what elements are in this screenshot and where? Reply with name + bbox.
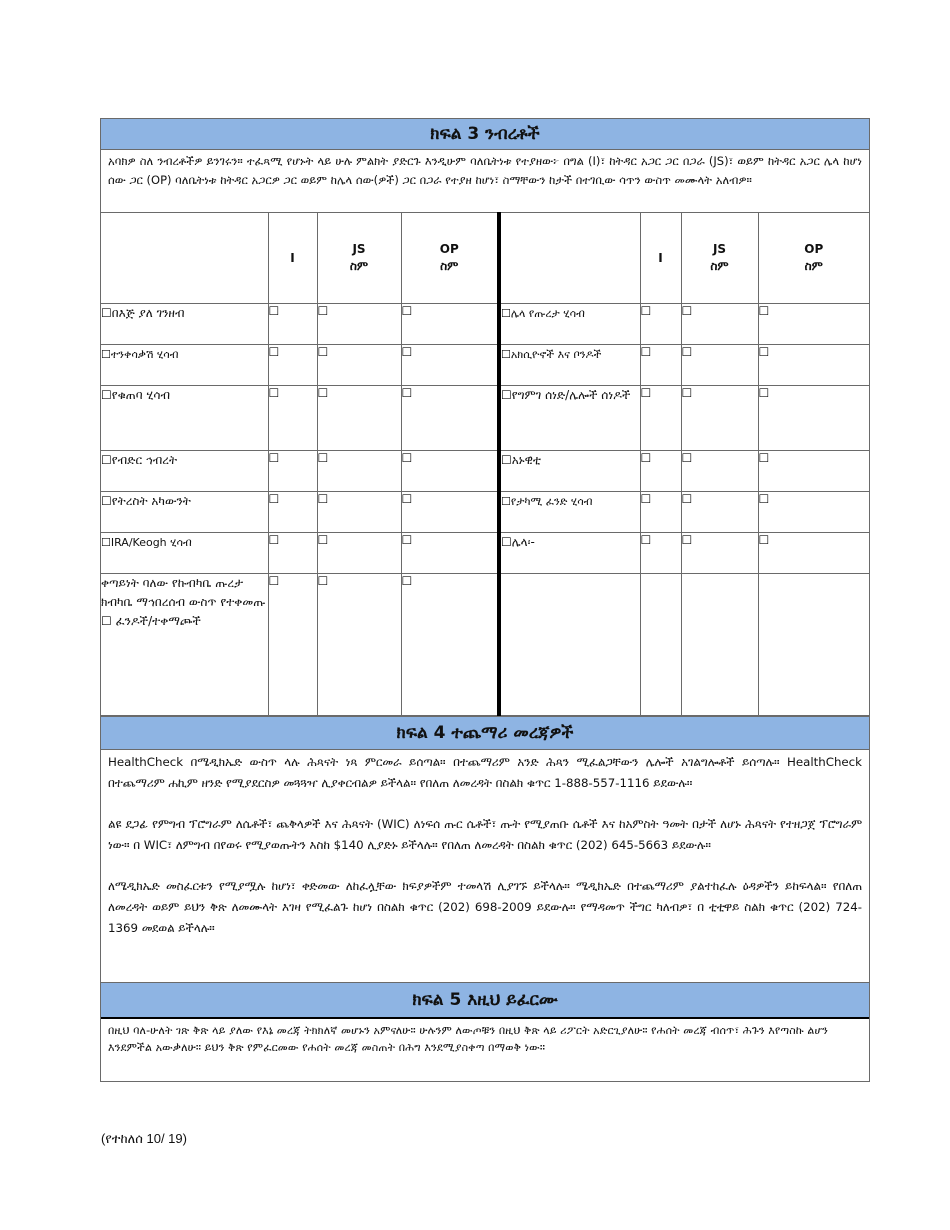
checkbox-i-left[interactable]: ☐ <box>268 304 317 345</box>
asset-label-left: ☐ተንቀሳቃሽ ሂሳብ <box>101 345 268 386</box>
checkbox-op-right[interactable]: ☐ <box>758 386 869 451</box>
checkbox-i-right[interactable]: ☐ <box>640 451 681 492</box>
section-4-header: ክፍል 4 ተጨማሪ መረጃዎች <box>101 716 869 750</box>
checkbox-i-left[interactable]: ☐ <box>268 451 317 492</box>
header-i: I <box>268 213 317 304</box>
asset-label-right: ☐የግምገ ሰነድ/ሌሎች ሰነዶች <box>499 386 640 451</box>
checkbox-op-right[interactable]: ☐ <box>758 304 869 345</box>
checkbox-i-left[interactable]: ☐ <box>268 492 317 533</box>
checkbox-i-left[interactable]: ☐ <box>268 533 317 574</box>
checkbox-js-left[interactable]: ☐ <box>317 451 401 492</box>
header-op-name-right: ስም <box>804 259 823 273</box>
asset-label-right: ☐አክሲዮኖች እና ቦንዶች <box>499 345 640 386</box>
empty-cell <box>758 574 869 716</box>
checkbox-js-right[interactable]: ☐ <box>681 386 758 451</box>
assets-table <box>101 212 869 716</box>
form-frame <box>100 118 870 1082</box>
checkbox-js-right[interactable]: ☐ <box>681 492 758 533</box>
checkbox-op-left[interactable]: ☐ <box>401 451 499 492</box>
checkbox-i-right[interactable]: ☐ <box>640 386 681 451</box>
asset-label-right: ☐ሌላ፡- <box>499 533 640 574</box>
checkbox-js-right[interactable]: ☐ <box>681 533 758 574</box>
checkbox-op-right[interactable]: ☐ <box>758 345 869 386</box>
header-blank <box>101 213 268 304</box>
section-5-header: ክፍል 5 እዚህ ይፈርሙ <box>101 982 869 1017</box>
header-op-code-right: OP <box>804 242 824 256</box>
checkbox-i-ccrc[interactable]: ☐ <box>268 574 317 716</box>
checkbox-i-right[interactable]: ☐ <box>640 345 681 386</box>
header-js-right <box>681 213 758 304</box>
checkbox-op-right[interactable]: ☐ <box>758 492 869 533</box>
section-3-header: ክፍል 3 ንብረቶች <box>101 119 869 150</box>
checkbox-i-left[interactable]: ☐ <box>268 386 317 451</box>
checkbox-op-left[interactable]: ☐ <box>401 345 499 386</box>
section-3-intro: አባክዎ ስለ ንብረቶችዎ ይንገሩን። ተፈጻሚ የሆኑት ላይ ሁሉ ምልክት ያድርጉ እንዲሁም ባለቤትነቱ የተያዘው፦ በግል (I)፣ ከትዳር አጋር ጋር በጋራ (JS)፣ ወይም ከትዳር አጋር ሌላ ከሆነ ሰው ጋር (OP) ባለቤትነቱ ከትዳር አጋርዎ ጋር ወይም ከሌላ ሰው(ዎች) ጋር በጋራ የተያዘ ከሆነ፣ ስማቸውን ከታች በተገቢው ሳጥን ውስጥ መሙላት አለብዎ። <box>108 154 862 187</box>
checkbox-op-left[interactable]: ☐ <box>401 386 499 451</box>
assets-header-row <box>101 213 869 304</box>
asset-label-right: ☐አኑዊቲ <box>499 451 640 492</box>
asset-label-ccrc: ቀጣይነት ባለው የኩብካቤ ጡረታ ክብካቤ ማኅበረሰብ ውስጥ የተቀመጡ ☐ ፈንዶች/ተቀማጮች <box>101 574 268 716</box>
checkbox-op-right[interactable]: ☐ <box>758 533 869 574</box>
asset-label-left: ☐በእጅ ያለ ገንዘብ <box>101 304 268 345</box>
revision-date: (የተከለሰ 10/ 19) <box>101 1131 187 1146</box>
signature-statement: በዚህ ባለ-ሁለት ገጽ ቅጽ ላይ ያለው የእኔ መረጃ ትክክለኛ መሆኑን አምናለሁ። ሁሉንም ለውጦቹን በዚህ ቅጽ ላይ ሪፖርት አድርጊያለሁ። የሐሰት መረጃ ብሰጥ፣ ሕጉን እየጣስኩ ልሆን እንደምችል አውቃለሁ። ይህን ቅጽ የምፈርመው የሐሰት መረጃ መስጠት በሕግ እንደሚያስቀጣ በማወቅ ነው። <box>101 1017 869 1081</box>
checkbox-op-left[interactable]: ☐ <box>401 533 499 574</box>
checkbox-js-left[interactable]: ☐ <box>317 304 401 345</box>
checkbox-i-right[interactable]: ☐ <box>640 304 681 345</box>
empty-cell <box>640 574 681 716</box>
checkbox-i-left[interactable]: ☐ <box>268 345 317 386</box>
checkbox-js-right[interactable]: ☐ <box>681 451 758 492</box>
checkbox-i-right[interactable]: ☐ <box>640 533 681 574</box>
checkbox-js-right[interactable]: ☐ <box>681 304 758 345</box>
checkbox-js-left[interactable]: ☐ <box>317 345 401 386</box>
asset-row <box>101 492 869 533</box>
healthcheck-paragraph: HealthCheck በሜዲክኤድ ውስጥ ላሉ ሕጻናት ነጻ ምርመራ ይሰጣል። በተጨማሪም አንድ ሕጻን ሚፈልጋቸውን ሌሎች አገልግሎቶች ይሰጣሉ። HealthCheck በተጨማሪም ሐኪም ዘንድ የሚያደርስዎ መጓጓዣ ሊያቀርብልዎ ይችላል። የበለጠ ለመረዳት በስልክ ቁጥር 1-888-557-1116 ይደውሉ። <box>108 755 862 790</box>
header-js-code: JS <box>352 242 366 256</box>
asset-label-right: ☐የታካሚ ፈንድ ሂሳብ <box>499 492 640 533</box>
header-js-name-right: ስም <box>710 259 729 273</box>
asset-row <box>101 345 869 386</box>
checkbox-js-left[interactable]: ☐ <box>317 492 401 533</box>
header-op-name: ስም <box>440 259 459 273</box>
checkbox-js-left[interactable]: ☐ <box>317 533 401 574</box>
empty-cell <box>681 574 758 716</box>
asset-row <box>101 533 869 574</box>
header-i-right: I <box>640 213 681 304</box>
header-js <box>317 213 401 304</box>
asset-label-left: ☐የብድር ኅብረት <box>101 451 268 492</box>
medicaid-paragraph: ለሜዲክኤድ መስፈርቱን የሚያሟሉ ከሆነ፣ ቀድመው ለከፈሏቸው ክፍያዎችም ተመላሽ ሊያገኙ ይችላሉ። ሜዲክኤድ በተጨማሪም ያልተከፈሉ ዕዳዎችን ይከፍላል። የበለጠ ለመረዳት ወይም ይህን ቅጽ ለመሙላት እገዛ የሚፈልጉ ከሆነ በስልክ ቁጥር (202) 698-2009 ይደውሉ። የማዳመጥ ችግር ካለብዎ፣ በ ቲቲዋይ ስልክ ቁጥር (202) 724-1369 መደወል ይችላሉ። <box>108 879 862 935</box>
asset-row <box>101 304 869 345</box>
wic-paragraph: ልዩ ደጋፊ የምግብ ፕሮግራም ለሴቶች፣ ጨቅላዎች እና ሕጻናት (WIC) ለነፍሰ ጡር ሴቶች፣ ጡት የሚያጠቡ ሴቶች እና ከአምስት ዓመት በታች ለሆኑ ሕጻናት የተዘጋጀ ፕሮግራም ነው። በ WIC፣ ለምግብ በየወሩ የሚያወጡትን እስከ $140 ሊያድኑ ይችላሉ። የበለጠ ለመረዳት በስልክ ቁጥር (202) 645-5663 ይደውሉ። <box>108 817 862 852</box>
header-js-name: ስም <box>349 259 369 273</box>
checkbox-op-left[interactable]: ☐ <box>401 304 499 345</box>
asset-label-left: ☐IRA/Keogh ሂሳብ <box>101 533 268 574</box>
checkbox-js-ccrc[interactable]: ☐ <box>317 574 401 716</box>
asset-row <box>101 451 869 492</box>
asset-label-right: ☐ሌላ የጡረታ ሂሳብ <box>499 304 640 345</box>
checkbox-op-right[interactable]: ☐ <box>758 451 869 492</box>
checkbox-op-ccrc[interactable]: ☐ <box>401 574 499 716</box>
asset-label-left: ☐የቁጠባ ሂሳብ <box>101 386 268 451</box>
checkbox-js-left[interactable]: ☐ <box>317 386 401 451</box>
checkbox-op-left[interactable]: ☐ <box>401 492 499 533</box>
checkbox-i-right[interactable]: ☐ <box>640 492 681 533</box>
header-op-code: OP <box>439 242 459 256</box>
asset-rows <box>101 304 869 574</box>
header-js-code-right: JS <box>712 242 727 256</box>
asset-label-left: ☐የትረስት አካውንት <box>101 492 268 533</box>
section-4-body <box>101 750 869 982</box>
header-op-right <box>758 213 869 304</box>
header-op <box>401 213 499 304</box>
asset-row <box>101 386 869 451</box>
asset-row-ccrc <box>101 574 869 716</box>
header-blank-right <box>499 213 640 304</box>
checkbox-js-right[interactable]: ☐ <box>681 345 758 386</box>
empty-cell <box>499 574 640 716</box>
